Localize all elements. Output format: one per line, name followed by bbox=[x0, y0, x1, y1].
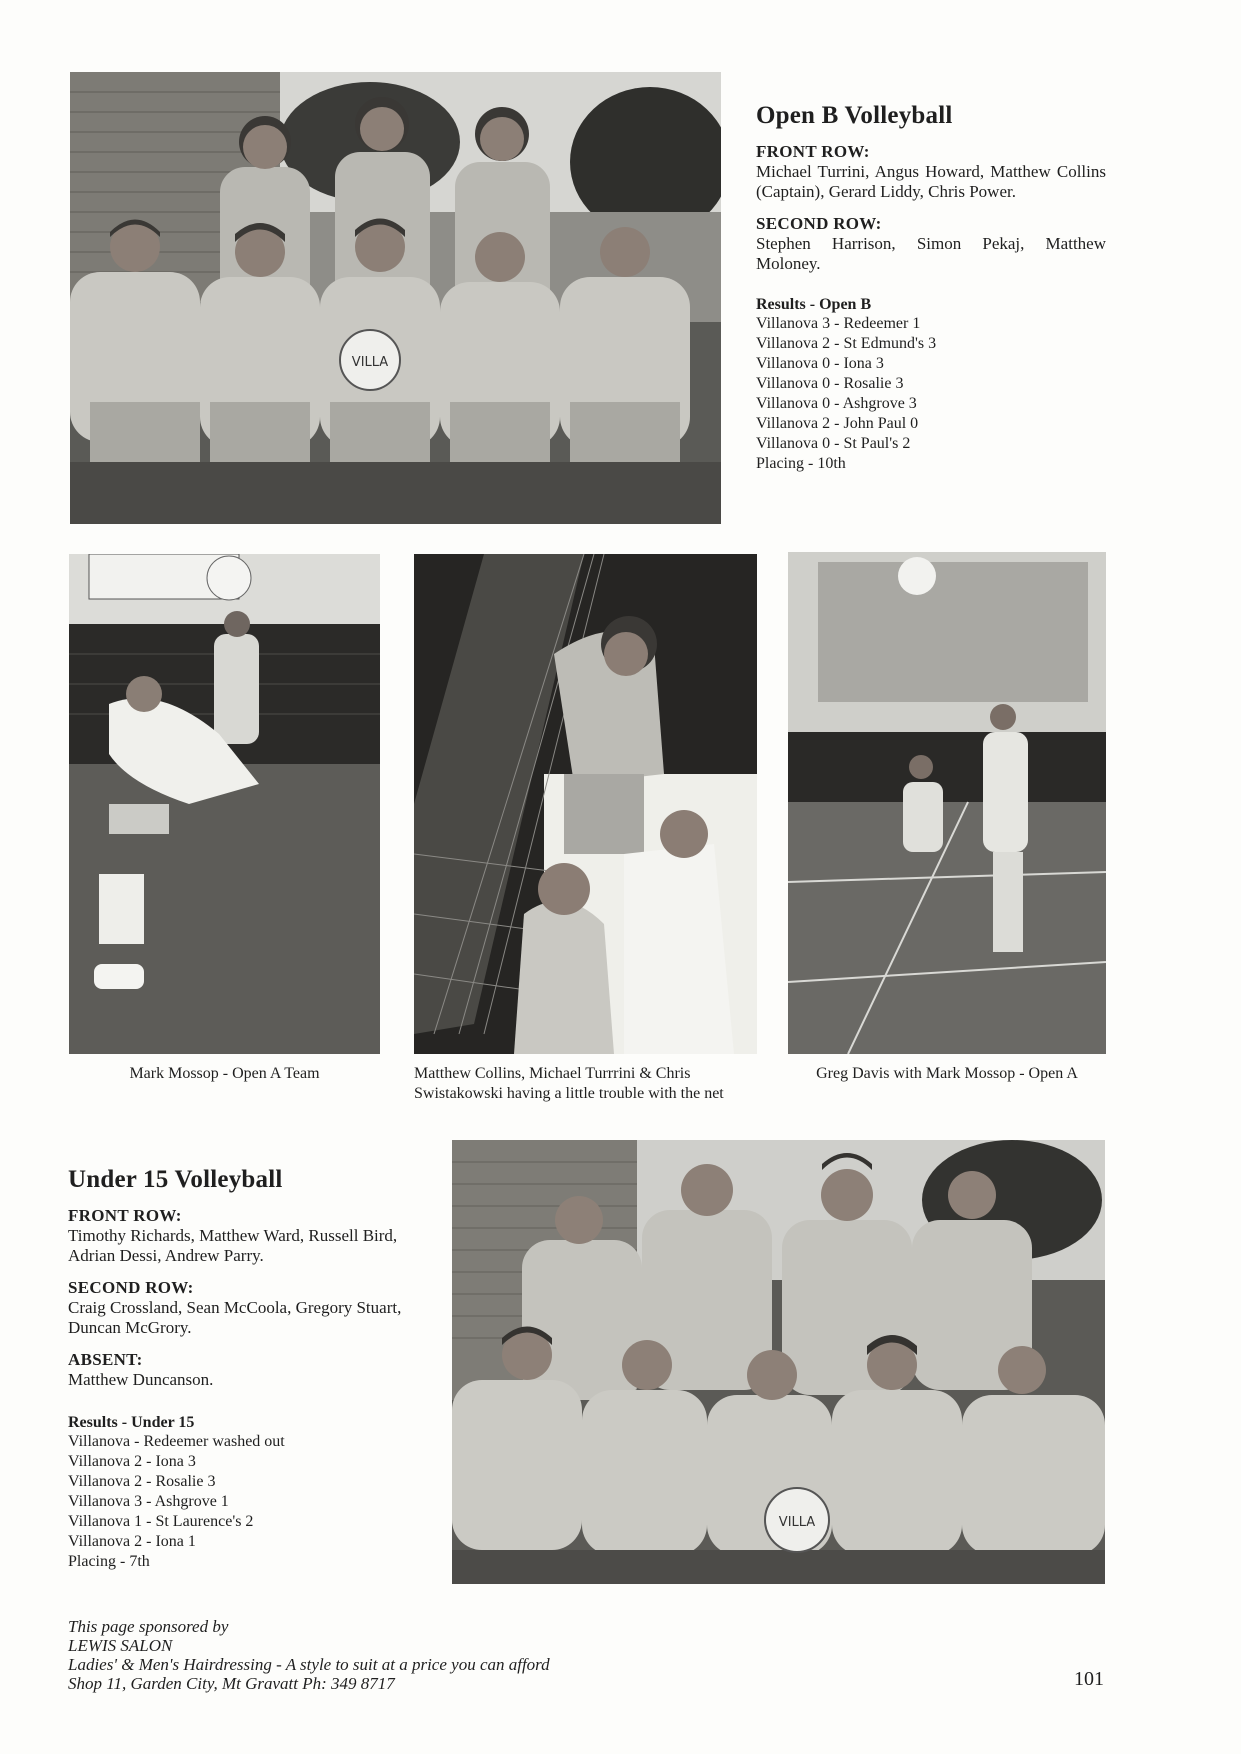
result-line: Villanova 2 - John Paul 0 bbox=[756, 415, 919, 432]
caption-greg-davis: Greg Davis with Mark Mossop - Open A bbox=[816, 1065, 1078, 1082]
open-b-results-list bbox=[756, 314, 1106, 474]
under15-second-row-label: SECOND ROW: bbox=[68, 1278, 194, 1297]
sponsor-salon-name: LEWIS SALON bbox=[68, 1636, 173, 1655]
open-b-title: Open B Volleyball bbox=[756, 102, 953, 129]
sponsor-tagline: Ladies' & Men's Hairdressing - A style to suit at a price you can afford bbox=[68, 1655, 550, 1674]
result-line: Villanova 2 - Iona 3 bbox=[68, 1453, 196, 1470]
open-b-section bbox=[756, 102, 1106, 474]
result-line: Villanova 0 - St Paul's 2 bbox=[756, 435, 911, 452]
open-b-front-row-label: FRONT ROW: bbox=[756, 142, 870, 161]
open-b-second-row-label: SECOND ROW: bbox=[756, 214, 882, 233]
result-line: Villanova 3 - Ashgrove 1 bbox=[68, 1493, 229, 1510]
result-line: Villanova 2 - Rosalie 3 bbox=[68, 1473, 216, 1490]
result-placing: Placing - 10th bbox=[756, 455, 846, 472]
open-b-second-row: Stephen Harrison, Simon Pekaj, Matthew Moloney. bbox=[756, 234, 1106, 273]
result-line: Villanova - Redeemer washed out bbox=[68, 1433, 285, 1450]
under15-team-photo bbox=[452, 1140, 1105, 1584]
under15-section bbox=[68, 1166, 418, 1572]
caption-net: Matthew Collins, Michael Turrrini & Chris Swistakowski having a little trouble with the net bbox=[414, 1065, 724, 1102]
result-line: Villanova 0 - Iona 3 bbox=[756, 355, 884, 372]
open-b-front-row: Michael Turrini, Angus Howard, Matthew Collins (Captain), Gerard Liddy, Chris Power. bbox=[756, 162, 1106, 201]
under15-front-row: Timothy Richards, Matthew Ward, Russell Bird, Adrian Dessi, Andrew Parry. bbox=[68, 1226, 398, 1265]
mark-mossop-photo bbox=[69, 554, 380, 1054]
sponsor-block bbox=[68, 1617, 868, 1693]
open-b-team-photo bbox=[70, 72, 721, 524]
greg-davis-photo bbox=[788, 552, 1106, 1054]
result-placing: Placing - 7th bbox=[68, 1553, 150, 1570]
under15-results-title: Results - Under 15 bbox=[68, 1414, 195, 1431]
result-line: Villanova 2 - St Edmund's 3 bbox=[756, 335, 937, 352]
result-line: Villanova 0 - Rosalie 3 bbox=[756, 375, 904, 392]
under15-front-row-label: FRONT ROW: bbox=[68, 1206, 182, 1225]
under15-absent-label: ABSENT: bbox=[68, 1350, 143, 1369]
caption-mark-mossop: Mark Mossop - Open A Team bbox=[129, 1065, 320, 1082]
net-photo bbox=[414, 554, 757, 1054]
under15-title: Under 15 Volleyball bbox=[68, 1166, 283, 1193]
open-b-results-title: Results - Open B bbox=[756, 296, 872, 313]
sponsor-address: Shop 11, Garden City, Mt Gravatt Ph: 349 8717 bbox=[68, 1674, 395, 1693]
ball-logo-text: VILLA bbox=[778, 1515, 816, 1530]
result-line: Villanova 3 - Redeemer 1 bbox=[756, 315, 921, 332]
result-line: Villanova 0 - Ashgrove 3 bbox=[756, 395, 917, 412]
under15-results-list bbox=[68, 1432, 418, 1572]
result-line: Villanova 1 - St Laurence's 2 bbox=[68, 1513, 254, 1530]
result-line: Villanova 2 - Iona 1 bbox=[68, 1533, 196, 1550]
ball-logo-text: VILLA bbox=[351, 355, 389, 370]
under15-second-row: Craig Crossland, Sean McCoola, Gregory Stuart, Duncan McGrory. bbox=[68, 1298, 402, 1337]
sponsor-line-1: This page sponsored by bbox=[68, 1617, 229, 1636]
page-number: 101 bbox=[1074, 1668, 1104, 1690]
under15-absent: Matthew Duncanson. bbox=[68, 1370, 214, 1389]
